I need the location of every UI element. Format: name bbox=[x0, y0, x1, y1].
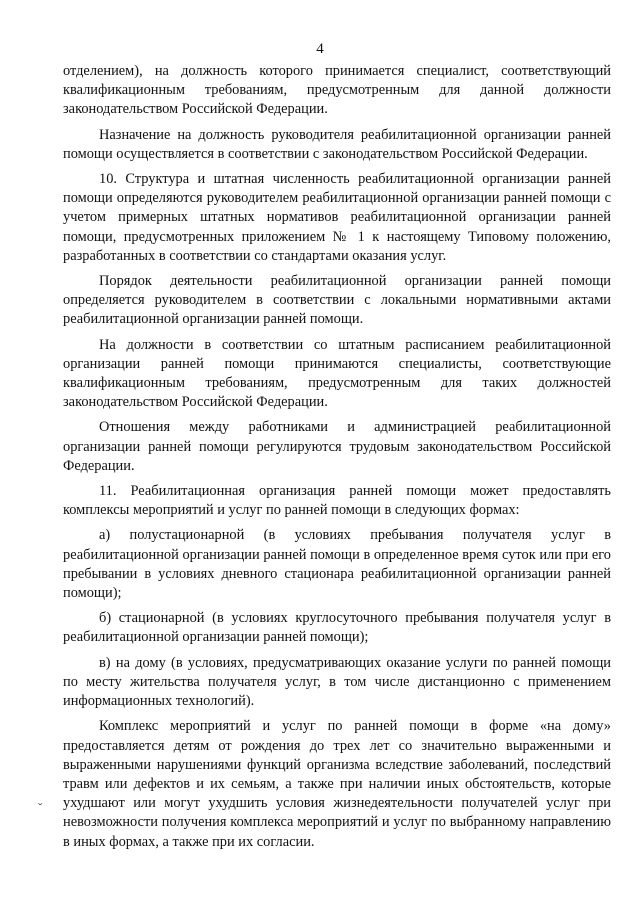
document-body bbox=[63, 62, 611, 858]
scan-mark: ˇ bbox=[38, 800, 43, 815]
paragraph-form-b: б) стационарной (в условиях круглосуточного пребывания получателя услуг в реабилитационной организации ранней помощи); bbox=[63, 610, 611, 646]
paragraph-form-a: а) полустационарной (в условиях пребывания получателя услуг в реабилитационной организации ранней помощи в определенное время суток или при его пребывании в условиях дневного стационара реабилитационной организации ранней помощи); bbox=[63, 527, 611, 602]
paragraph-staff-positions: На должности в соответствии со штатным расписанием реабилитационной организации ранней помощи принимаются специалисты, соответствующие квалификационным требованиям, предусмотренным для таких должностей законодательством Российской Федерации. bbox=[63, 336, 611, 411]
paragraph-activity-order: Порядок деятельности реабилитационной организации ранней помощи определяется руководителем в соответствии с локальными нормативными актами реабилитационной организации ранней помощи. bbox=[63, 273, 611, 328]
page-number: 4 bbox=[316, 41, 324, 57]
paragraph-director-appointment: Назначение на должность руководителя реабилитационной организации ранней помощи осуществляется в соответствии с законодательством Российской Федерации. bbox=[63, 126, 611, 162]
paragraph-form-v: в) на дому (в условиях, предусматривающих оказание услуги по ранней помощи по месту жительства получателя услуг, в том числе дистанционно с применением информационных технологий). bbox=[63, 654, 611, 710]
paragraph-item-11: 11. Реабилитационная организация ранней помощи может предоставлять комплексы мероприятий и услуг по ранней помощи в следующих формах: bbox=[63, 483, 611, 519]
paragraph-home-services: Комплекс мероприятий и услуг по ранней помощи в форме «на дому» предоставляется детям от рождения до трех лет со значительно выраженными и выраженными нарушениями функций организма вследствие заболеваний, последствий травм или дефектов и их семьям, а также при наличии иных обстоятельств, которые ухудшают или могут ухудшить условия жизнедеятельности получателей услуг при невозможности получения комплекса мероприятий и услуг по выбранному направлению в иных формах, а также при их согласии. bbox=[63, 718, 611, 850]
paragraph-continuation: отделением), на должность которого принимается специалист, соответствующий квалификационным требованиям, предусмотренным для данной должности законодательством Российской Федерации. bbox=[63, 63, 611, 118]
paragraph-item-10: 10. Структура и штатная численность реабилитационной организации ранней помощи определяются руководителем реабилитационной организации ранней помощи с учетом примерных штатных нормативов реабилитационной организации ранней помощи, предусмотренных приложением № 1 к настоящему Типовому положению, разработанных в соответствии со стандартами оказания услуг. bbox=[63, 171, 611, 264]
paragraph-labor-relations: Отношения между работниками и администрацией реабилитационной организации ранней помощи регулируются трудовым законодательством Российской Федерации. bbox=[63, 419, 611, 474]
